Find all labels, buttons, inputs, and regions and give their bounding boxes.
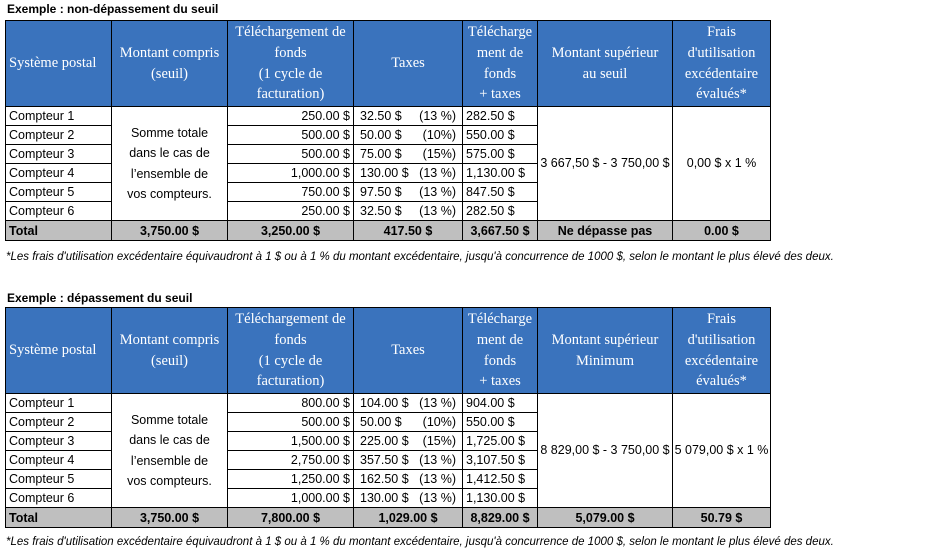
tax-amount: 97.50 $: [360, 185, 402, 199]
download-amount: 1,000.00 $: [228, 164, 354, 183]
header-line: Téléchargement de: [235, 310, 346, 327]
tax-cell: [354, 413, 463, 432]
header-line: facturation): [256, 373, 325, 390]
threshold-note: [112, 394, 228, 508]
total-with-tax: 550.00 $: [463, 126, 538, 145]
tax-cell: [354, 145, 463, 164]
note-line: dans le cas de: [129, 433, 210, 447]
excess-amount: 3 667,50 $ - 3 750,00 $: [538, 107, 673, 221]
tax-rate: (10%): [422, 415, 456, 429]
total-with-tax: 575.00 $: [463, 145, 538, 164]
fee-table: [5, 307, 771, 528]
header-download-plus-taxes: [463, 21, 538, 107]
meter-name: Compteur 1: [6, 107, 112, 126]
header-line: excédentaire: [684, 352, 759, 369]
meter-name: Compteur 4: [6, 451, 112, 470]
total-threshold: 3,750.00 $: [112, 221, 228, 241]
download-amount: 500.00 $: [228, 145, 354, 164]
download-amount: 800.00 $: [228, 394, 354, 413]
download-amount: 250.00 $: [228, 107, 354, 126]
header-line: + taxes: [479, 373, 521, 390]
note-line: vos compteurs.: [127, 187, 212, 201]
tax-rate: (13 %): [419, 396, 456, 410]
download-amount: 750.00 $: [228, 183, 354, 202]
header-line: Frais: [707, 23, 736, 40]
download-amount: 250.00 $: [228, 202, 354, 221]
meter-name: Compteur 5: [6, 470, 112, 489]
tax-rate: (13 %): [419, 109, 456, 123]
total-tax: 1,029.00 $: [354, 508, 463, 528]
total-with-tax: 1,130.00 $: [463, 164, 538, 183]
header-line: évalués*: [696, 86, 747, 103]
tax-cell: [354, 394, 463, 413]
tax-rate: (15%): [422, 434, 456, 448]
tax-amount: 75.00 $: [360, 147, 402, 161]
meter-name: Compteur 3: [6, 145, 112, 164]
total-with-tax: 904.00 $: [463, 394, 538, 413]
header-line: d'utilisation: [687, 44, 756, 61]
table-caption: Exemple : dépassement du seuil: [7, 291, 193, 305]
header-taxes: Taxes: [354, 308, 463, 394]
tax-amount: 162.50 $: [360, 472, 409, 486]
excess-fee: 5 079,00 $ x 1 %: [673, 394, 771, 508]
download-amount: 500.00 $: [228, 126, 354, 145]
tax-cell: [354, 470, 463, 489]
download-amount: 1,250.00 $: [228, 470, 354, 489]
header-line: (1 cycle de: [258, 352, 323, 369]
header-postal-system: Système postal: [6, 21, 112, 107]
header-download: [228, 21, 354, 107]
tax-amount: 32.50 $: [360, 109, 402, 123]
tax-rate: (10%): [422, 128, 456, 142]
download-amount: 1,000.00 $: [228, 489, 354, 508]
tax-cell: [354, 432, 463, 451]
tax-cell: [354, 107, 463, 126]
meter-name: Compteur 6: [6, 489, 112, 508]
download-amount: 2,750.00 $: [228, 451, 354, 470]
table-caption: Exemple : non-dépassement du seuil: [7, 2, 219, 16]
tax-cell: [354, 489, 463, 508]
header-row: [6, 308, 771, 394]
header-excess-amount: [538, 308, 673, 394]
total-with-tax: 3,107.50 $: [463, 451, 538, 470]
footnote: *Les frais d'utilisation excédentaire équivaudront à 1 $ ou à 1 % du montant excédentaire, jusqu'à concurrence de 1000 $, selon le montant le plus élevé des deux.: [6, 251, 834, 263]
total-with-tax: 282.50 $: [463, 107, 538, 126]
total-with-tax: 282.50 $: [463, 202, 538, 221]
tax-rate: (13 %): [419, 185, 456, 199]
total-excess: 5,079.00 $: [538, 508, 673, 528]
total-label: Total: [6, 508, 112, 528]
total-with-tax: 1,130.00 $: [463, 489, 538, 508]
meter-name: Compteur 2: [6, 126, 112, 145]
excess-amount: 8 829,00 $ - 3 750,00 $: [538, 394, 673, 508]
tax-amount: 104.00 $: [360, 396, 409, 410]
header-line: d'utilisation: [687, 331, 756, 348]
total-download: 7,800.00 $: [228, 508, 354, 528]
header-line: ment de: [476, 44, 524, 61]
meter-name: Compteur 5: [6, 183, 112, 202]
tax-amount: 50.00 $: [360, 128, 402, 142]
total-with-tax: 1,725.00 $: [463, 432, 538, 451]
header-line: excédentaire: [684, 65, 759, 82]
header-threshold: [112, 308, 228, 394]
total-fee: 50.79 $: [673, 508, 771, 528]
header-line: (seuil): [150, 352, 189, 369]
tax-rate: (13 %): [419, 453, 456, 467]
header-line: évalués*: [696, 373, 747, 390]
download-amount: 500.00 $: [228, 413, 354, 432]
tax-amount: 357.50 $: [360, 453, 409, 467]
tax-amount: 50.00 $: [360, 415, 402, 429]
note-line: Somme totale: [130, 412, 209, 427]
tax-cell: [354, 126, 463, 145]
header-threshold: [112, 21, 228, 107]
header-line: Montant compris: [119, 44, 220, 61]
total-label: Total: [6, 221, 112, 241]
note-line: Somme totale: [130, 125, 209, 140]
tax-rate: (13 %): [419, 472, 456, 486]
header-line: Frais: [707, 310, 736, 327]
header-taxes: Taxes: [354, 21, 463, 107]
total-with-tax: 1,412.50 $: [463, 470, 538, 489]
header-excess-fees: [673, 21, 771, 107]
header-postal-system: Système postal: [6, 308, 112, 394]
header-line: Montant supérieur: [551, 44, 659, 61]
total-row: [6, 508, 771, 528]
header-download: [228, 308, 354, 394]
total-fee: 0.00 $: [673, 221, 771, 241]
meter-name: Compteur 3: [6, 432, 112, 451]
header-line: (seuil): [150, 65, 189, 82]
tax-cell: [354, 183, 463, 202]
total-download: 3,250.00 $: [228, 221, 354, 241]
total-with-tax: 3,667.50 $: [463, 221, 538, 241]
header-row: [6, 21, 771, 107]
header-line: fonds: [274, 331, 307, 348]
header-excess-amount: [538, 21, 673, 107]
header-line: Minimum: [575, 352, 634, 369]
total-tax: 417.50 $: [354, 221, 463, 241]
footnote: *Les frais d'utilisation excédentaire équivaudront à 1 $ ou à 1 % du montant excédentaire, jusqu'à concurrence de 1000 $, selon le montant le plus élevé des deux.: [6, 536, 834, 548]
meter-name: Compteur 4: [6, 164, 112, 183]
header-line: Montant compris: [119, 331, 220, 348]
header-line: facturation): [256, 86, 325, 103]
tax-rate: (13 %): [419, 166, 456, 180]
header-line: fonds: [483, 352, 517, 369]
total-with-tax: 8,829.00 $: [463, 508, 538, 528]
threshold-note: [112, 107, 228, 221]
note-line: vos compteurs.: [127, 474, 212, 488]
header-line: + taxes: [479, 86, 521, 103]
table-row: [6, 394, 771, 413]
tax-cell: [354, 451, 463, 470]
tax-amount: 225.00 $: [360, 434, 409, 448]
meter-name: Compteur 6: [6, 202, 112, 221]
excess-fee: 0,00 $ x 1 %: [673, 107, 771, 221]
tax-amount: 32.50 $: [360, 204, 402, 218]
meter-name: Compteur 2: [6, 413, 112, 432]
header-line: fonds: [483, 65, 517, 82]
tax-cell: [354, 202, 463, 221]
meter-name: Compteur 1: [6, 394, 112, 413]
header-line: Montant supérieur: [551, 331, 659, 348]
header-line: (1 cycle de: [258, 65, 323, 82]
tax-amount: 130.00 $: [360, 491, 409, 505]
total-excess: Ne dépasse pas: [538, 221, 673, 241]
tax-rate: (13 %): [419, 204, 456, 218]
total-with-tax: 550.00 $: [463, 413, 538, 432]
note-line: l’ensemble de: [130, 166, 209, 181]
note-line: dans le cas de: [129, 146, 210, 160]
header-line: au seuil: [582, 65, 628, 82]
total-threshold: 3,750.00 $: [112, 508, 228, 528]
total-row: [6, 221, 771, 241]
header-line: Télécharge: [467, 310, 533, 327]
header-download-plus-taxes: [463, 308, 538, 394]
header-line: ment de: [476, 331, 524, 348]
note-line: l’ensemble de: [130, 453, 209, 468]
tax-rate: (13 %): [419, 491, 456, 505]
header-line: fonds: [274, 44, 307, 61]
tax-cell: [354, 164, 463, 183]
download-amount: 1,500.00 $: [228, 432, 354, 451]
table-row: [6, 107, 771, 126]
header-excess-fees: [673, 308, 771, 394]
header-line: Télécharge: [467, 23, 533, 40]
header-line: Téléchargement de: [235, 23, 346, 40]
fee-table: [5, 20, 771, 241]
tax-amount: 130.00 $: [360, 166, 409, 180]
tax-rate: (15%): [422, 147, 456, 161]
total-with-tax: 847.50 $: [463, 183, 538, 202]
